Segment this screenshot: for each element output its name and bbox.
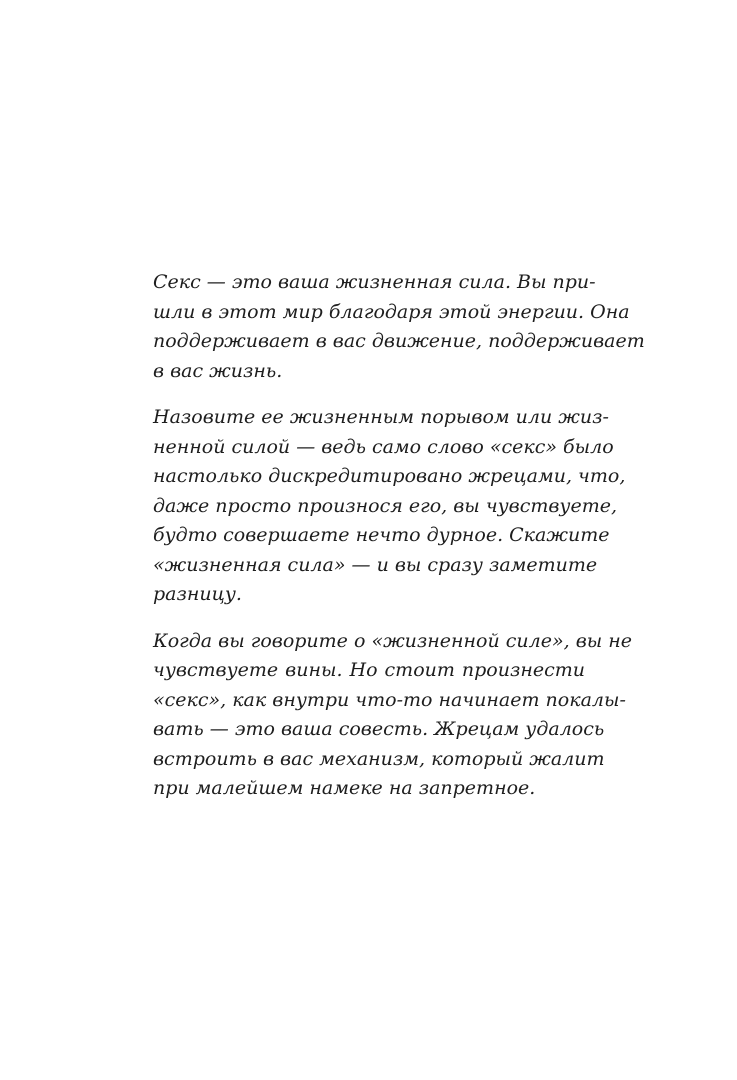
text-line: шли в этот мир благодаря этой энергии. Она (153, 300, 630, 323)
text-line: настолько дискредитировано жрецами, что, (153, 465, 626, 487)
body-text (153, 268, 645, 804)
paragraph-gap (153, 386, 585, 403)
text-line: «жизненная сила» — и вы сразу заметите (153, 553, 598, 576)
text-line: поддерживает в вас движение, поддерживает (153, 330, 645, 352)
text-line: Когда вы говорите о «жизненной силе», вы не (153, 629, 633, 652)
text-line: встроить в вас механизм, который жалит (153, 747, 605, 770)
text-line: при малейшем намеке на запретное. (153, 777, 536, 799)
text-line: вать — это ваша совесть. Жрецам удалось (153, 718, 605, 740)
text-line: Назовите ее жизненным порывом или жиз- (153, 406, 609, 428)
text-line: чувствуете вины. Но стоит произнести (153, 659, 585, 681)
paragraph (153, 627, 633, 804)
text-line: в вас жизнь. (153, 359, 283, 382)
paragraph (153, 403, 626, 610)
text-line: даже просто произнося его, вы чувствуете, (153, 494, 617, 517)
text-line: Секс — это ваша жизненная сила. Вы при- (153, 271, 596, 293)
text-line: будто совершаете нечто дурное. Скажите (153, 524, 610, 546)
text-line: ненной силой — ведь само слово «секс» было (153, 435, 614, 458)
paragraph-gap (153, 610, 585, 627)
paragraph (153, 268, 645, 386)
text-line: «секс», как внутри что-то начинает покалы- (153, 688, 626, 711)
text-line: разницу. (153, 583, 242, 605)
